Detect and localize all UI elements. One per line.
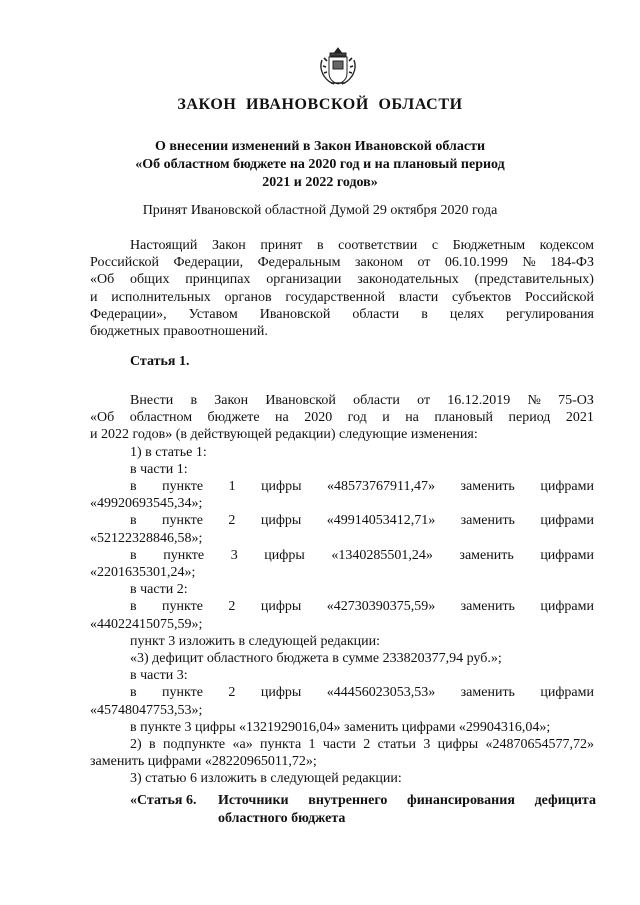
word: субъектов	[451, 289, 512, 305]
word: заменить	[460, 685, 515, 701]
word: цифрами	[540, 479, 594, 495]
word: в	[130, 599, 137, 615]
word: плановый	[434, 410, 494, 426]
word: пункте	[162, 599, 203, 615]
word: от	[417, 255, 431, 271]
law-subtitle	[0, 138, 640, 192]
item-line: пункт 3 изложить в следующей редакции:	[130, 633, 380, 649]
amendment-line	[90, 512, 594, 529]
word: «1340285501,24»	[331, 547, 433, 563]
word: 1	[308, 737, 316, 753]
word: Федерации»,	[90, 306, 167, 322]
word: №	[527, 393, 541, 408]
word: цифры	[264, 547, 305, 563]
word: (представительных)	[474, 272, 594, 288]
word: финансирования	[407, 793, 515, 808]
word: «а»	[232, 737, 253, 753]
subtitle-line: «Об областном бюджете на 2020 год и на плановый период	[135, 157, 505, 172]
word: 2021	[565, 410, 594, 426]
article-6-heading	[130, 792, 596, 827]
preamble-line	[90, 306, 594, 323]
word: принят	[260, 238, 303, 253]
word: 06.10.1999	[444, 255, 508, 271]
intro-line	[90, 392, 594, 409]
item-line: в части 3:	[130, 668, 188, 684]
word: 3	[423, 737, 431, 753]
word: на	[275, 410, 289, 426]
word: 16.12.2019	[447, 393, 511, 408]
amendment-line: «45748047753,53»;	[90, 702, 203, 718]
article-6-label: «Статья 6.	[130, 793, 197, 808]
amendment-line	[90, 598, 594, 615]
word: в	[149, 737, 156, 753]
amendment-line: «2201635301,24»;	[90, 565, 196, 581]
word: «Об	[90, 410, 115, 426]
word: области	[352, 306, 400, 322]
word: общих	[130, 272, 170, 288]
word: в	[130, 547, 137, 563]
word: пункте	[162, 479, 204, 495]
word: пункта	[260, 737, 302, 753]
law-title: ЗАКОН ИВАНОВСКОЙ ОБЛАСТИ	[177, 96, 463, 113]
word: принципах	[185, 272, 251, 288]
word: на	[405, 410, 419, 426]
item-line: в пункте 3 цифры «1321929016,04» заменить цифрами «29904316,04»;	[130, 719, 551, 735]
word: органов	[224, 289, 272, 305]
word: в	[190, 393, 198, 408]
word: Федерации,	[173, 255, 244, 271]
word: пункте	[162, 685, 203, 701]
word: цифрами	[540, 513, 594, 529]
word: цифры	[260, 513, 302, 529]
word: дефицита	[534, 793, 596, 808]
word: 75-ОЗ	[558, 393, 594, 408]
word: заменить	[460, 513, 515, 529]
preamble-line	[90, 254, 594, 271]
word: статьи	[377, 737, 416, 753]
word: год	[347, 410, 367, 426]
coat-of-arms-icon	[318, 46, 358, 88]
word: «24870654577,72»	[485, 737, 594, 753]
item-line: в части 1:	[130, 461, 188, 477]
word: кодексом	[539, 238, 594, 253]
word: пункте	[163, 547, 205, 563]
word: период	[508, 410, 551, 426]
word: внутреннего	[308, 793, 388, 808]
word: «Об	[90, 272, 115, 288]
amendment-line	[90, 736, 594, 753]
word: целях	[449, 306, 484, 322]
word: 1	[228, 479, 236, 495]
word: в	[130, 513, 137, 529]
word: «49914053412,71»	[326, 513, 436, 529]
word: Закон	[211, 238, 246, 253]
preamble-line: бюджетных правоотношений.	[90, 324, 268, 340]
word: области	[353, 393, 400, 408]
word: регулирования	[506, 306, 594, 322]
word: 2	[228, 685, 236, 701]
word: цифры	[437, 737, 479, 753]
amendment-line	[90, 684, 594, 701]
word: цифрами	[540, 599, 594, 615]
article-6-title-line	[218, 792, 596, 810]
word: 2	[228, 599, 236, 615]
word: «42730390375,59»	[326, 599, 436, 615]
word: в	[421, 306, 428, 322]
word: исполнительных	[111, 289, 211, 305]
preamble	[90, 237, 594, 340]
word: части	[322, 737, 356, 753]
word: 184-ФЗ	[550, 255, 594, 271]
item-line: 1) в статье 1:	[130, 444, 207, 460]
word: и	[90, 289, 98, 305]
word: с	[431, 238, 439, 253]
word: «48573767911,47»	[327, 479, 436, 495]
word: Ивановской	[265, 393, 336, 408]
preamble-line	[90, 289, 594, 306]
word: власти	[398, 289, 439, 305]
word: цифры	[261, 479, 302, 495]
word: цифрами	[540, 547, 594, 563]
word: бюджете	[207, 410, 260, 426]
word: заменить	[460, 479, 515, 495]
subtitle-line: О внесении изменений в Закон Ивановской области	[154, 139, 486, 154]
word: цифры	[260, 685, 302, 701]
word: Закон	[214, 393, 249, 408]
word: заменить	[460, 599, 515, 615]
word: Источники	[218, 793, 289, 808]
word: 2)	[130, 737, 142, 753]
word: Бюджетным	[452, 238, 526, 253]
word: «44456023053,53»	[326, 685, 436, 701]
word: пункте	[162, 513, 203, 529]
amendment-line	[90, 547, 594, 564]
word: Российской	[90, 255, 159, 271]
word: областном	[129, 410, 193, 426]
word: 2020	[304, 410, 333, 426]
article-1-body	[90, 392, 594, 788]
word: №	[522, 255, 536, 271]
amendment-line: заменить цифрами «28220965011,72»;	[90, 754, 317, 770]
word: в	[130, 685, 137, 701]
item-line: «3) дефицит областного бюджета в сумме 233820377,94 руб.»;	[130, 651, 502, 667]
word: заменить	[459, 547, 514, 563]
subtitle-line: 2021 и 2022 годов»	[262, 175, 378, 190]
word: соответствии	[338, 238, 418, 253]
word: Внести	[130, 393, 174, 408]
word: и	[382, 410, 390, 426]
word: Настоящий	[130, 238, 198, 253]
word: 3	[230, 547, 238, 563]
word: цифрами	[540, 685, 594, 701]
word: Российской	[524, 289, 594, 305]
word: 2	[363, 737, 371, 753]
word: цифры	[260, 599, 302, 615]
preamble-line	[90, 237, 594, 254]
word: государственной	[285, 289, 386, 305]
intro-line: и 2022 годов» (в действующей редакции) следующие изменения:	[90, 427, 478, 443]
word: Уставом	[188, 306, 238, 322]
amendment-line: «49920693545,34»;	[90, 496, 203, 512]
word: в	[316, 238, 324, 253]
adoption-note: Принят Ивановской областной Думой 29 октября 2020 года	[142, 203, 498, 218]
word: законом	[355, 255, 403, 271]
item-line: в части 2:	[130, 582, 188, 598]
preamble-line	[90, 271, 594, 288]
article-6-title-line: областного бюджета	[218, 810, 346, 826]
amendment-line: «52122328846,58»;	[90, 530, 203, 546]
word: законодательных	[357, 272, 459, 288]
word: организации	[266, 272, 342, 288]
item-line: 3) статью 6 изложить в следующей редакции:	[130, 771, 402, 787]
amendment-line	[90, 478, 594, 495]
word: Ивановской	[259, 306, 331, 322]
amendment-line: «44022415075,59»;	[90, 616, 203, 632]
word: в	[130, 479, 137, 495]
word: 2	[228, 513, 236, 529]
word: Федеральным	[257, 255, 341, 271]
intro-line	[90, 409, 594, 426]
article-1-heading: Статья 1.	[130, 354, 190, 369]
word: подпункте	[162, 737, 226, 753]
word: от	[417, 393, 431, 408]
